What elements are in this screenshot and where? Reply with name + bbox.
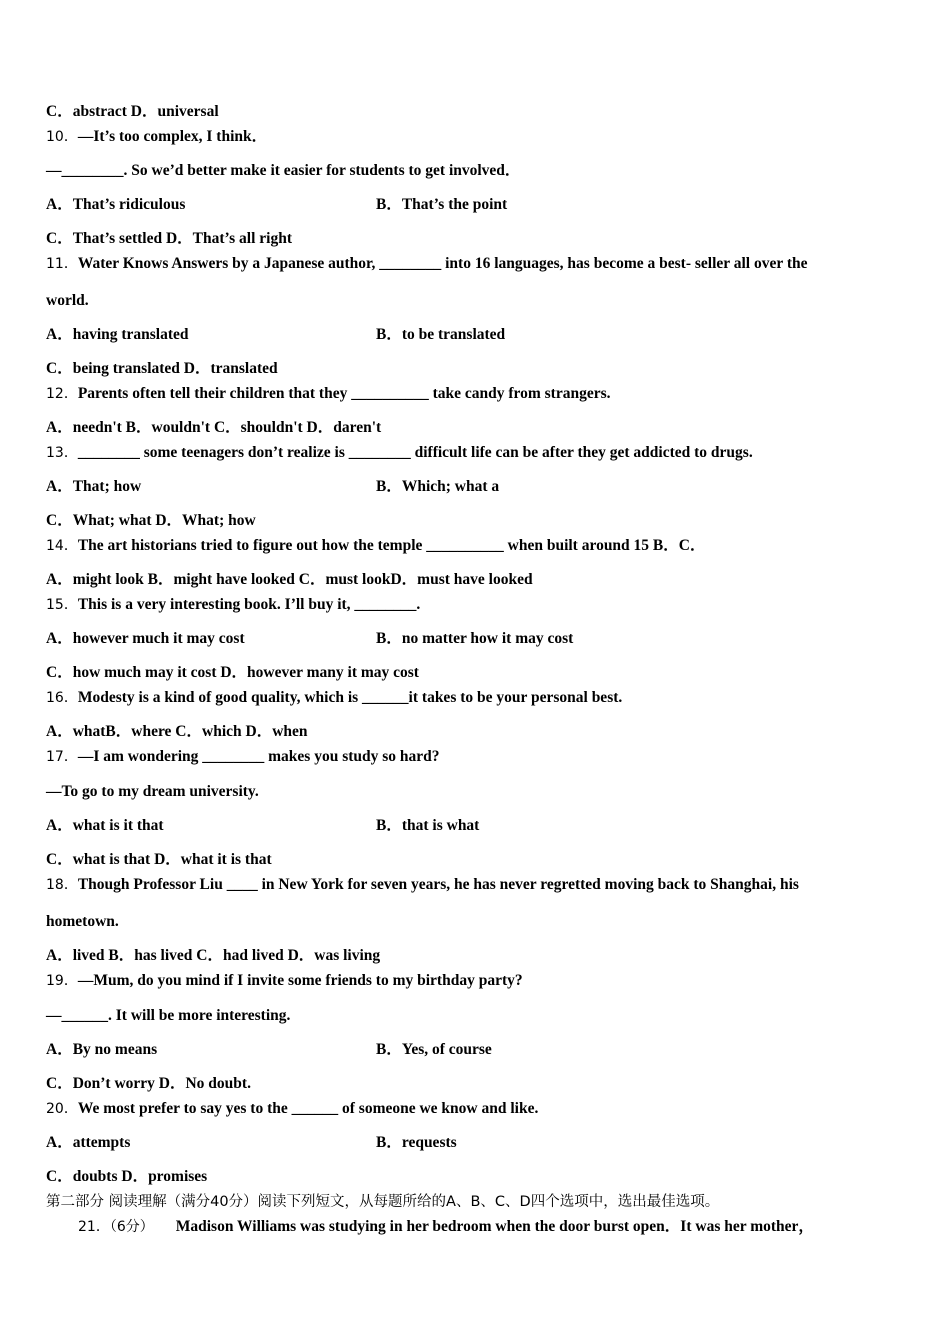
q20-options-cd: C．doubts D．promises (46, 1168, 208, 1185)
option-a: A．however much it may cost (46, 630, 245, 647)
option-a: A．attempts (46, 1134, 131, 1151)
question-stem: The art historians tried to figure out how the temple __________ when built around 15 B．C． (77, 537, 706, 554)
question-number: 12． (46, 386, 78, 402)
q10-options-cd: C．That’s settled D．That’s all right (46, 230, 292, 247)
question-number: 14． (46, 538, 78, 554)
question-number: 13． (46, 445, 78, 461)
option-b: B．requests (376, 1134, 457, 1151)
q18-options: A．lived B．has lived C．had lived D．was living (46, 947, 381, 964)
q12-options: A．needn't B．wouldn't C．shouldn't D．daren't (46, 419, 382, 436)
question-stem: We most prefer to say yes to the ______ of someone we know and like. (77, 1100, 539, 1117)
question-12 (46, 384, 611, 404)
question-number: 15． (46, 597, 78, 613)
question-18 (46, 875, 799, 895)
question-stem: —It’s too complex, I think． (77, 128, 268, 145)
question-stem: This is a very interesting book. I’ll buy it, ________. (77, 596, 421, 613)
question-21 (78, 1217, 814, 1237)
option-b: B．to be translated (376, 326, 506, 343)
question-13 (46, 443, 753, 463)
q10-reply: —________. So we’d better make it easier for students to get involved． (46, 162, 521, 179)
question-20 (46, 1099, 538, 1119)
question-16 (46, 688, 622, 708)
q19-options-cd: C．Don’t worry D．No doubt. (46, 1075, 251, 1092)
option-b: B．no matter how it may cost (376, 630, 574, 647)
option-a: A．That’s ridiculous (46, 196, 186, 213)
question-stem: —Mum, do you mind if I invite some friends to my birthday party? (77, 972, 523, 989)
question-number: 19． (46, 973, 78, 989)
q14-options: A．might look B．might have looked C．must lookD．must have looked (46, 571, 533, 588)
q11-stem-continued: world. (46, 292, 89, 309)
option-a: A．That; how (46, 478, 142, 495)
q20-options-ab (46, 1133, 457, 1153)
question-10 (46, 127, 267, 147)
q10-options-ab (46, 195, 508, 215)
question-17 (46, 747, 440, 767)
q18-stem-continued: hometown. (46, 913, 119, 930)
question-15 (46, 595, 420, 615)
question-stem: Modesty is a kind of good quality, which is ______it takes to be your personal best. (77, 689, 623, 706)
section-heading: 第二部分 阅读理解（满分40分）阅读下列短文，从每题所给的A、B、C、D四个选项中，选出最佳选项。 (46, 1194, 720, 1210)
question-stem: Though Professor Liu ____ in New York for seven years, he has never regretted moving back to Shanghai, his (77, 876, 799, 893)
q15-options-cd: C．how much may it cost D．however many it may cost (46, 664, 419, 681)
passage-text: Madison Williams was studying in her bedroom when the door burst open．It was her mother， (175, 1218, 814, 1235)
option-b: B．Yes, of course (376, 1041, 492, 1058)
q19-options-ab (46, 1040, 492, 1060)
q17-reply: —To go to my dream university. (46, 783, 259, 800)
q17-options-cd: C．what is that D．what it is that (46, 851, 272, 868)
question-number: 11． (46, 256, 78, 272)
q13-options-ab (46, 477, 500, 497)
option-b: B．That’s the point (376, 196, 508, 213)
question-number: 17． (46, 749, 78, 765)
question-number: 20． (46, 1101, 78, 1117)
question-stem: Parents often tell their children that they __________ take candy from strangers. (77, 385, 611, 402)
question-stem: —I am wondering ________ makes you study so hard? (77, 748, 440, 765)
question-14 (46, 536, 705, 556)
question-stem: ________ some teenagers don’t realize is ________ difficult life can be after they get addicted to drugs. (77, 444, 753, 461)
option-b: B．Which; what a (376, 478, 500, 495)
q16-options: A．whatB．where C．which D．when (46, 723, 308, 740)
q11-options-cd: C．being translated D．translated (46, 360, 278, 377)
q15-options-ab (46, 629, 574, 649)
question-number: 10． (46, 129, 78, 145)
option-a: A．By no means (46, 1041, 158, 1058)
q11-options-ab (46, 325, 506, 345)
question-19 (46, 971, 523, 991)
question-stem: Water Knows Answers by a Japanese author, ________ into 16 languages, has become a best- seller all over the (77, 255, 808, 272)
question-number: 16． (46, 690, 78, 706)
option-a: A．what is it that (46, 817, 164, 834)
question-11 (46, 254, 808, 274)
q19-reply: —______. It will be more interesting. (46, 1007, 291, 1024)
option-b: B．that is what (376, 817, 480, 834)
q17-options-ab (46, 816, 480, 836)
option-a: A．having translated (46, 326, 189, 343)
question-number: 18． (46, 877, 78, 893)
q13-options-cd: C．What; what D．What; how (46, 512, 256, 529)
q9-options-cd: C．abstract D．universal (46, 103, 219, 120)
question-number: 21．（6分） (78, 1219, 154, 1235)
